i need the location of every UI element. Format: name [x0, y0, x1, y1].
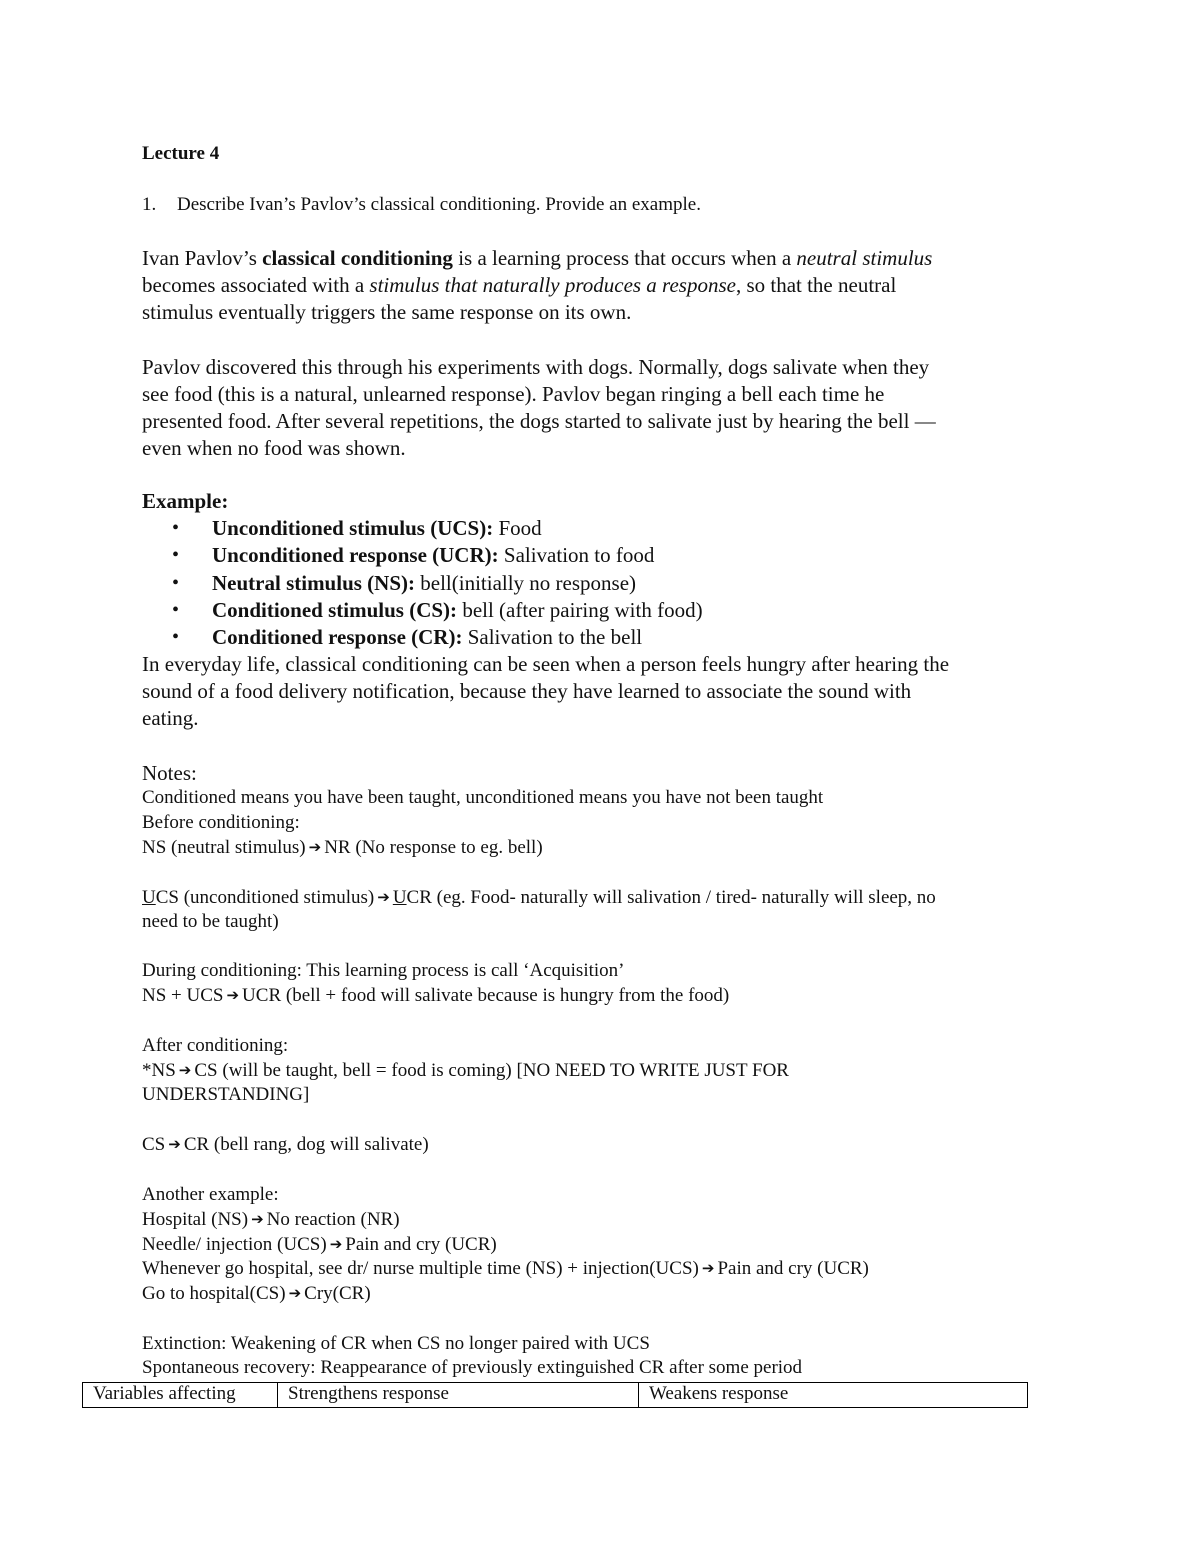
- notes-during-line: [142, 985, 729, 1007]
- note-text: Pain and cry (UCR): [717, 1258, 869, 1279]
- variables-table: [82, 1382, 1028, 1408]
- arrow-icon: ➔: [168, 1135, 181, 1153]
- arrow-icon: ➔: [701, 1259, 715, 1277]
- bullet-icon: •: [172, 544, 180, 567]
- arrow-icon: ➔: [329, 1235, 343, 1253]
- example-heading: Example:: [142, 489, 229, 513]
- note-text: Cry(CR): [304, 1283, 371, 1304]
- example-value: bell (after pairing with food): [457, 597, 703, 622]
- para2-line1: Pavlov discovered this through his experiments with dogs. Normally, dogs salivate when they: [142, 355, 930, 379]
- notes-conditioned-meaning: Conditioned means you have been taught, unconditioned means you have not been taught: [142, 787, 824, 808]
- example-value: Salivation to food: [498, 543, 655, 568]
- note-text: NS (neutral stimulus): [142, 837, 306, 858]
- term-natural-stimulus: stimulus that naturally produces a response: [369, 273, 736, 297]
- notes-example-3: [142, 1258, 869, 1280]
- para1-line3: stimulus eventually triggers the same response on its own.: [142, 300, 632, 324]
- notes-example-2: [142, 1234, 497, 1256]
- notes-after: After conditioning:: [142, 1035, 289, 1056]
- note-text: Go to hospital(CS): [142, 1283, 286, 1304]
- underlined-letter: U: [392, 887, 407, 908]
- list-item: [172, 542, 703, 569]
- notes-ucs-line2: need to be taught): [142, 911, 279, 932]
- arrow-icon: ➔: [308, 838, 322, 856]
- example-value: Salivation to the bell: [462, 625, 643, 650]
- notes-example-4: [142, 1283, 371, 1305]
- para1-line1: [142, 246, 932, 271]
- term-classical-conditioning: classical conditioning: [262, 246, 453, 270]
- question-text: Describe Ivan’s Pavlov’s classical conditioning. Provide an example.: [177, 194, 701, 215]
- note-text: UCR (bell + food will salivate because is hungry from the food): [242, 985, 730, 1006]
- note-text: CS (unconditioned stimulus): [155, 887, 375, 908]
- term-neutral-stimulus: neutral stimulus: [796, 246, 933, 270]
- arrow-icon: ➔: [288, 1284, 302, 1302]
- note-text: *NS: [142, 1060, 176, 1081]
- notes-during: During conditioning: This learning process is call ‘Acquisition’: [142, 960, 625, 981]
- table-header-cell: Variables affecting: [83, 1383, 278, 1408]
- note-text: Hospital (NS): [142, 1209, 249, 1230]
- note-text: CS: [142, 1134, 166, 1155]
- note-text: Needle/ injection (UCS): [142, 1234, 327, 1255]
- notes-cs-line: [142, 1134, 429, 1156]
- para1-text: is a learning process that occurs when a: [452, 246, 797, 270]
- para2-line4: even when no food was shown.: [142, 436, 406, 460]
- notes-extinction: Extinction: Weakening of CR when CS no longer paired with UCS: [142, 1333, 650, 1354]
- notes-example-1: [142, 1209, 400, 1231]
- example-label: Conditioned response (CR):: [212, 625, 463, 650]
- example-label: Conditioned stimulus (CS):: [212, 597, 458, 622]
- example-list: [172, 515, 703, 651]
- notes-ns-line: [142, 837, 543, 859]
- para1-text: becomes associated with a: [142, 273, 370, 297]
- list-item: [172, 597, 703, 624]
- list-item: [172, 570, 703, 597]
- note-text: CR (bell rang, dog will salivate): [183, 1134, 429, 1155]
- notes-heading: Notes:: [142, 761, 197, 785]
- note-text: CS (will be taught, bell = food is coming) [NO NEED TO WRITE JUST FOR: [194, 1060, 789, 1081]
- page-title: Lecture 4: [142, 143, 220, 164]
- notes-before: Before conditioning:: [142, 812, 300, 833]
- bullet-icon: •: [172, 626, 180, 649]
- table-header-cell: Strengthens response: [278, 1383, 639, 1408]
- para1-text: Ivan Pavlov’s: [142, 246, 263, 270]
- notes-another: Another example:: [142, 1184, 279, 1205]
- example-value: bell(initially no response): [415, 570, 637, 595]
- para2-line2: see food (this is a natural, unlearned response). Pavlov began ringing a bell each time he: [142, 382, 885, 406]
- arrow-icon: ➔: [251, 1210, 264, 1228]
- note-text: Whenever go hospital, see dr/ nurse multiple time (NS) + injection(UCS): [142, 1258, 699, 1279]
- note-text: NS + UCS: [142, 985, 224, 1006]
- arrow-icon: ➔: [377, 888, 390, 906]
- table-header-cell: Weakens response: [639, 1383, 1028, 1408]
- arrow-icon: ➔: [226, 986, 240, 1004]
- para1-text: , so that the neutral: [735, 273, 897, 297]
- note-text: No reaction (NR): [266, 1209, 400, 1230]
- bullet-icon: •: [172, 571, 180, 594]
- question-number: 1.: [142, 194, 157, 215]
- para2-line3: presented food. After several repetitions, the dogs started to salivate just by hearing the bell —: [142, 409, 936, 433]
- notes-ucs-line: [142, 887, 936, 909]
- note-text: NR (No response to eg. bell): [324, 837, 543, 858]
- notes-recovery: Spontaneous recovery: Reappearance of previously extinguished CR after some period: [142, 1357, 803, 1378]
- underlined-letter: U: [142, 887, 156, 908]
- example-label: Unconditioned stimulus (UCS):: [212, 516, 494, 540]
- para3-line3: eating.: [142, 706, 199, 730]
- example-label: Neutral stimulus (NS):: [212, 570, 415, 595]
- note-text: CR (eg. Food- naturally will salivation / tired- naturally will sleep, no: [406, 887, 936, 908]
- example-label: Unconditioned response (UCR):: [212, 543, 499, 568]
- bullet-icon: •: [172, 517, 180, 539]
- list-item: [172, 515, 703, 542]
- para3-line1: In everyday life, classical conditioning can be seen when a person feels hungry after hearing the: [142, 652, 950, 676]
- para3-line2: sound of a food delivery notification, because they have learned to associate the sound with: [142, 679, 912, 703]
- example-value: Food: [493, 516, 542, 540]
- para1-line2: [142, 273, 896, 298]
- bullet-icon: •: [172, 598, 180, 621]
- table-header-row: [83, 1383, 1028, 1408]
- note-text: Pain and cry (UCR): [345, 1234, 497, 1255]
- list-item: [172, 624, 703, 651]
- notes-after-line: [142, 1060, 789, 1082]
- notes-after-line2: UNDERSTANDING]: [142, 1084, 310, 1105]
- arrow-icon: ➔: [178, 1061, 192, 1079]
